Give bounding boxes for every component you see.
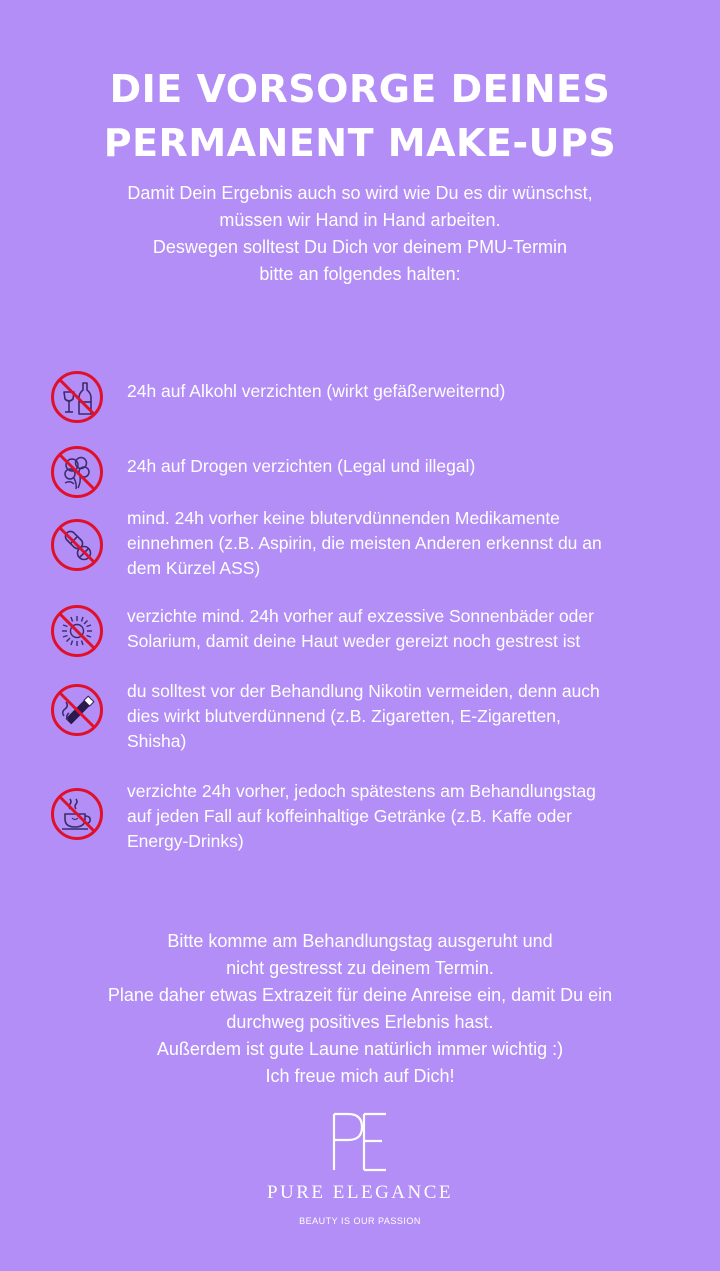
closing-line: durchweg positives Erlebnis hast. (226, 1012, 494, 1032)
no-pills-icon (50, 518, 104, 572)
intro-line: Deswegen solltest Du Dich vor deinem PMU-Termin (152, 237, 568, 257)
closing-line: Plane daher etwas Extrazeit für deine Anreise ein, damit Du ein (107, 985, 613, 1005)
brand-name: PURE ELEGANCE (266, 1182, 454, 1203)
rule-line: dem Kürzel ASS) (127, 558, 261, 578)
rule-line: 24h auf Alkohl verzichten (wirkt gefäßerweiternd) (127, 381, 506, 401)
rule-line: Energy-Drinks) (127, 831, 244, 851)
brand-logo (0, 1108, 720, 1226)
rule-text (127, 379, 698, 404)
brand-tagline: BEAUTY IS OUR PASSION (299, 1216, 421, 1226)
rule-line: verzichte mind. 24h vorher auf exzessive Sonnenbäder oder (127, 606, 594, 626)
no-coffee-icon (50, 787, 104, 841)
rule-text (127, 679, 698, 754)
rule-line: mind. 24h vorher keine blutervdünnenden Medikamente (127, 508, 560, 528)
intro-line: bitte an folgendes halten: (259, 264, 461, 284)
rule-line: verzichte 24h vorher, jedoch spätestens am Behandlungstag (127, 781, 596, 801)
rule-line: du solltest vor der Behandlung Nikotin vermeiden, denn auch (127, 681, 600, 701)
no-smoking-icon (50, 683, 104, 737)
rule-text (127, 604, 698, 654)
rule-line: Solarium, damit deine Haut weder gereizt noch gestrest ist (127, 631, 581, 651)
closing-line: Außerdem ist gute Laune natürlich immer wichtig :) (156, 1039, 564, 1059)
closing-line: Bitte komme am Behandlungstag ausgeruht und (167, 931, 553, 951)
rule-line: Shisha) (127, 731, 187, 751)
no-alcohol-icon (50, 370, 104, 424)
closing-line: Ich freue mich auf Dich! (265, 1066, 455, 1086)
rule-line: einnehmen (z.B. Aspirin, die meisten Anderen erkennst du an (127, 533, 602, 553)
no-sun-icon (50, 604, 104, 658)
intro-line: müssen wir Hand in Hand arbeiten. (219, 210, 501, 230)
rule-line: auf jeden Fall auf koffeinhaltige Getränke (z.B. Kaffe oder (127, 806, 572, 826)
no-drugs-icon (50, 445, 104, 499)
rule-text (127, 506, 698, 581)
page-title (0, 62, 720, 170)
rule-line: 24h auf Drogen verzichten (Legal und illegal) (127, 456, 476, 476)
rule-line: dies wirkt blutverdünnend (z.B. Zigaretten, E-Zigaretten, (127, 706, 561, 726)
closing-line: nicht gestresst zu deinem Termin. (226, 958, 494, 978)
pe-monogram-logo (320, 1108, 400, 1178)
intro-line: Damit Dein Ergebnis auch so wird wie Du es dir wünschst, (127, 183, 593, 203)
rule-text (127, 454, 698, 479)
title-line: PERMANENT MAKE-UPS (103, 121, 617, 165)
title-line: DIE VORSORGE DEINES (109, 67, 611, 111)
closing-text (30, 928, 690, 1090)
intro-text (40, 180, 680, 288)
rule-text (127, 779, 698, 854)
